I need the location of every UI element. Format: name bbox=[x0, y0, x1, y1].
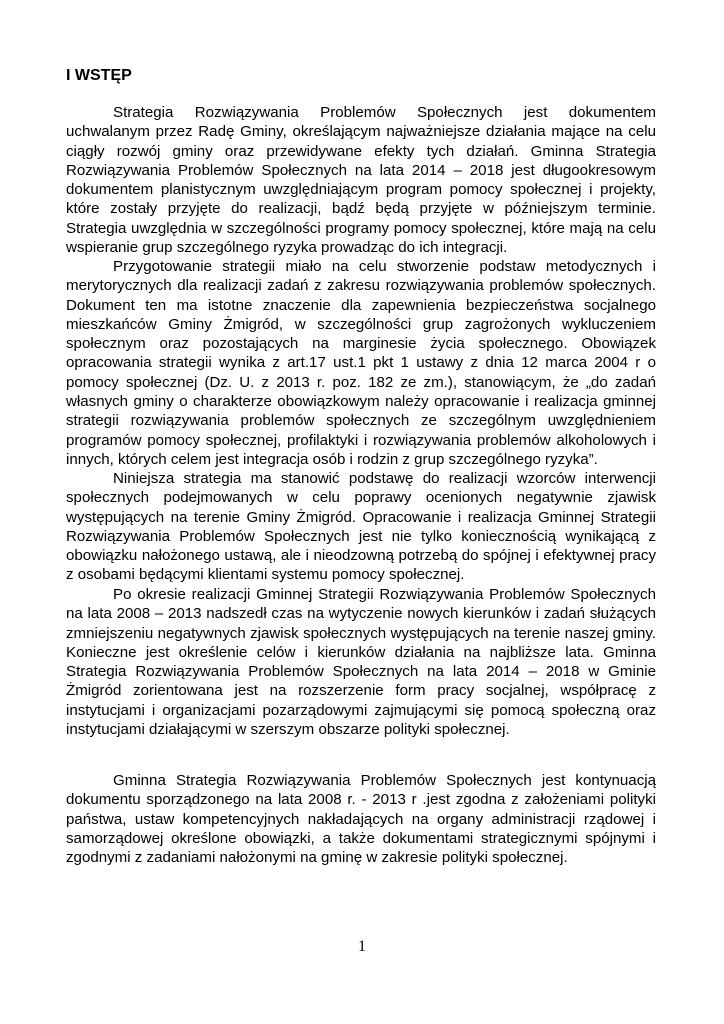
page-number: 1 bbox=[358, 938, 366, 955]
paragraph-continuation: Gminna Strategia Rozwiązywania Problemów Społecznych jest kontynuacją dokumentu sporządzonego na lata 2008 r. - 2013 r .jest zgodna z założeniami polityki państwa, ustaw kompetencyjnych nakładających na organy administracji rządowej i samorządowej określone obowiązki, a także dokumentami strategicznymi spójnymi i zgodnymi z zadaniami nałożonymi na gminę w zakresie polityki społecznej. bbox=[66, 772, 656, 867]
paragraph-preparation: Przygotowanie strategii miało na celu stworzenie podstaw metodycznych i merytorycznych dla realizacji zadań z zakresu rozwiązywania problemów społecznych. Dokument ten ma istotne znaczenie dla zapewnienia bezpieczeństwa socjalnego mieszkańców Gminy Żmigród, w szczególności grup zagrożonych wykluczeniem społecznym oraz pozostających na marginesie życia społecznego. Obowiązek opracowania strategii wynika z art.17 ust.1 pkt 1 ustawy z dnia 12 marca 2004 r o pomocy społecznej (Dz. U. z 2013 r. poz. 182 ze zm.), stanowiącym, że „do zadań własnych gminy o charakterze obowiązkowym należy opracowanie i realizacja gminnej strategii rozwiązywania problemów społecznych ze szczególnym uwzględnieniem programów pomocy społecznej, profilaktyki i rozwiązywania problemów alkoholowych i innych, których celem jest integracja osób i rodzin z grup szczególnego ryzyka”. bbox=[66, 258, 656, 468]
paragraph-intro: Strategia Rozwiązywania Problemów Społecznych jest dokumentem uchwalanym przez Radę Gminy, określającym najważniejsze działania mające na celu ciągły rozwój gminy oraz przewidywane efekty tych działań. Gminna Strategia Rozwiązywania Problemów Społecznych na lata 2014 – 2018 jest długookresowym dokumentem planistycznym uwzględniającym program pomocy społecznej i projekty, które zostały przyjęte do realizacji, bądź będą przyjęte w późniejszym terminie. Strategia uwzględnia w szczególności programy pomocy społecznej, które mają na celu wspieranie grup szczególnego ryzyka prowadząc do ich integracji. bbox=[66, 104, 656, 257]
section-heading: I WSTĘP bbox=[66, 67, 132, 84]
paragraph-purpose: Niniejsza strategia ma stanowić podstawę do realizacji wzorców interwencji społecznych podejmowanych w celu poprawy ocenionych negatywnie zjawisk występujących na terenie Gminy Żmigród. Opracowanie i realizacja Gminnej Strategii Rozwiązywania Problemów Społecznych jest nie tylko koniecznością wynikającą z obowiązku nałożonego ustawą, ale i nieodzowną potrzebą do spójnej i efektywnej pracy z osobami będącymi klientami systemu pomocy społecznej. bbox=[66, 470, 656, 584]
paragraph-period: Po okresie realizacji Gminnej Strategii Rozwiązywania Problemów Społecznych na lata 2008 – 2013 nadszedł czas na wytyczenie nowych kierunków i zadań służących zmniejszeniu negatywnych zjawisk społecznych występujących na terenie naszej gminy. Konieczne jest określenie celów i kierunków działania na najbliższe lata. Gminna Strategia Rozwiązywania Problemów Społecznych na lata 2014 – 2018 w Gminie Żmigród zorientowana jest na rozszerzenie form pracy socjalnej, współpracę z instytucjami i organizacjami pozarządowymi zajmującymi się pomocą społeczną oraz instytucjami działającymi w szerszym obszarze polityki społecznej. bbox=[66, 586, 656, 739]
